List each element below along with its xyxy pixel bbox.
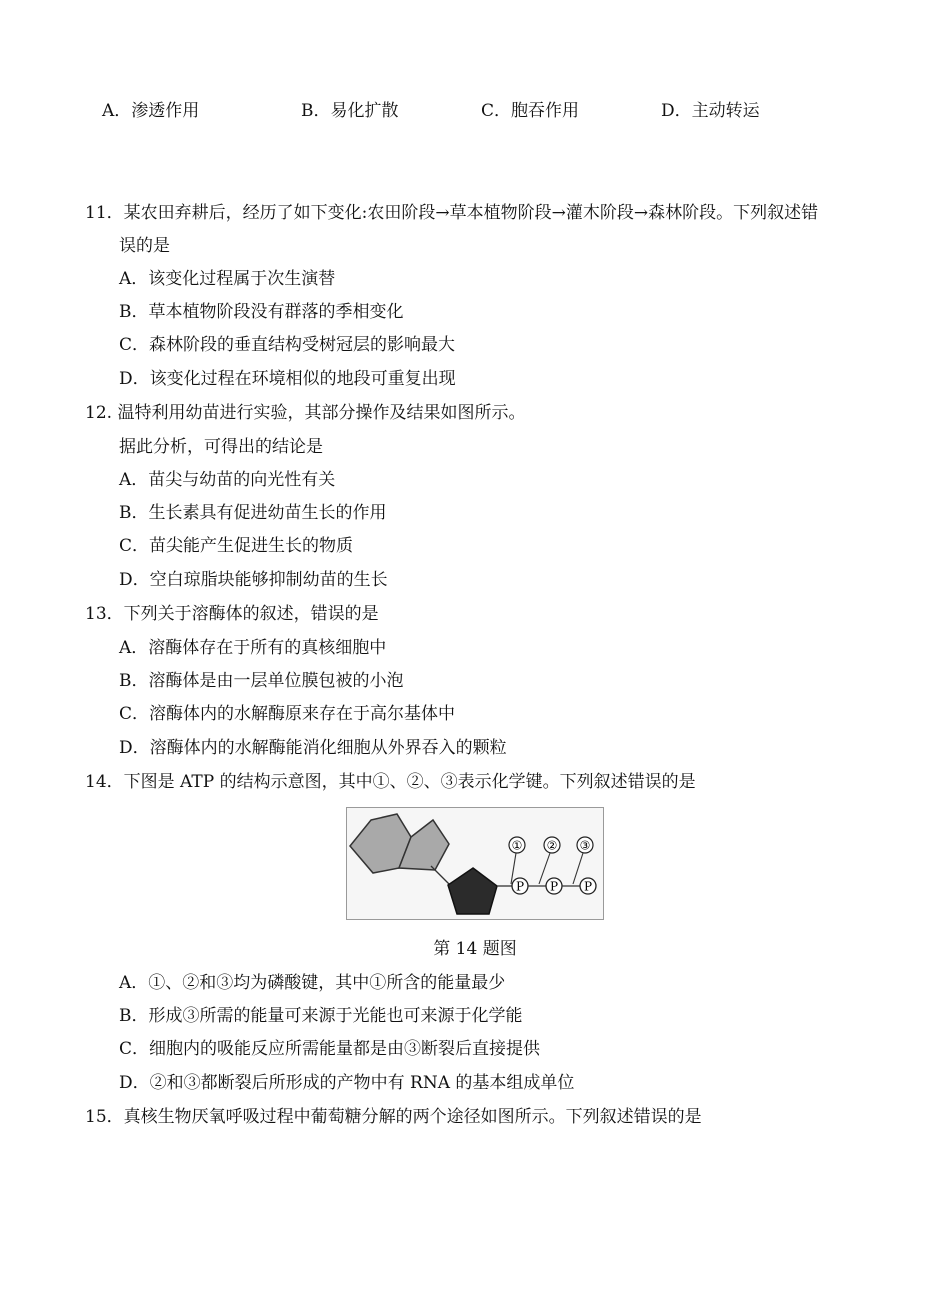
svg-text:①: ① xyxy=(511,838,523,853)
bond-label-2 xyxy=(539,837,560,884)
q14-option-d: D．②和③都断裂后所形成的产物中有 RNA 的基本组成单位 xyxy=(119,1073,575,1093)
q12-option-a: A．苗尖与幼苗的向光性有关 xyxy=(119,470,336,490)
q10-option-d: D．主动转运 xyxy=(661,101,760,121)
svg-text:②: ② xyxy=(546,838,558,853)
q13-option-b: B．溶酶体是由一层单位膜包被的小泡 xyxy=(119,671,404,691)
q11-stem-line2: 误的是 xyxy=(119,236,170,256)
phosphate-1 xyxy=(512,878,528,894)
q12-option-c: C．苗尖能产生促进生长的物质 xyxy=(119,536,354,556)
q13-option-c: C．溶酶体内的水解酶原来存在于高尔基体中 xyxy=(119,704,456,724)
q12-option-d: D．空白琼脂块能够抑制幼苗的生长 xyxy=(119,570,388,590)
q11-stem-line1: 11．某农田弃耕后，经历了如下变化:农田阶段→草本植物阶段→灌木阶段→森林阶段。下列叙述错 xyxy=(85,203,819,223)
bond-label-3 xyxy=(573,837,593,884)
ribose-pentagon xyxy=(448,868,497,914)
q14-option-a: A．①、②和③均为磷酸键，其中①所含的能量最少 xyxy=(119,973,506,993)
phosphate-3 xyxy=(580,878,596,894)
q11-option-b: B．草本植物阶段没有群落的季相变化 xyxy=(119,302,404,322)
q12-option-b: B．生长素具有促进幼苗生长的作用 xyxy=(119,503,387,523)
q14-option-c: C．细胞内的吸能反应所需能量都是由③断裂后直接提供 xyxy=(119,1039,541,1059)
phosphate-2 xyxy=(546,878,562,894)
svg-text:③: ③ xyxy=(579,838,591,853)
svg-text:P: P xyxy=(549,879,559,894)
bond-label-1 xyxy=(509,837,525,884)
q11-option-a: A．该变化过程属于次生演替 xyxy=(119,269,336,289)
q13-option-a: A．溶酶体存在于所有的真核细胞中 xyxy=(119,638,387,658)
q13-stem: 13．下列关于溶酶体的叙述，错误的是 xyxy=(85,604,379,624)
q10-option-b: B．易化扩散 xyxy=(301,101,399,121)
q14-option-b: B．形成③所需的能量可来源于光能也可来源于化学能 xyxy=(119,1006,523,1026)
atp-structure-diagram xyxy=(347,808,603,919)
q11-option-d: D．该变化过程在环境相似的地段可重复出现 xyxy=(119,369,456,389)
svg-text:P: P xyxy=(583,879,593,894)
atp-structure-figure xyxy=(346,807,604,920)
q15-stem: 15．真核生物厌氧呼吸过程中葡萄糖分解的两个途径如图所示。下列叙述错误的是 xyxy=(85,1107,702,1127)
q14-stem: 14．下图是 ATP 的结构示意图，其中①、②、③表示化学键。下列叙述错误的是 xyxy=(85,772,696,792)
svg-text:P: P xyxy=(515,879,525,894)
q13-option-d: D．溶酶体内的水解酶能消化细胞从外界吞入的颗粒 xyxy=(119,738,507,758)
adenine-ribose-bond xyxy=(431,866,451,886)
q12-stem-line1: 12. 温特利用幼苗进行实验，其部分操作及结果如图所示。 xyxy=(85,403,526,423)
q10-option-c: C．胞吞作用 xyxy=(481,101,580,121)
q12-stem-line2: 据此分析，可得出的结论是 xyxy=(119,437,323,457)
q10-option-a: A．渗透作用 xyxy=(102,101,200,121)
q11-option-c: C．森林阶段的垂直结构受树冠层的影响最大 xyxy=(119,335,456,355)
figure-caption: 第 14 题图 xyxy=(433,939,517,959)
